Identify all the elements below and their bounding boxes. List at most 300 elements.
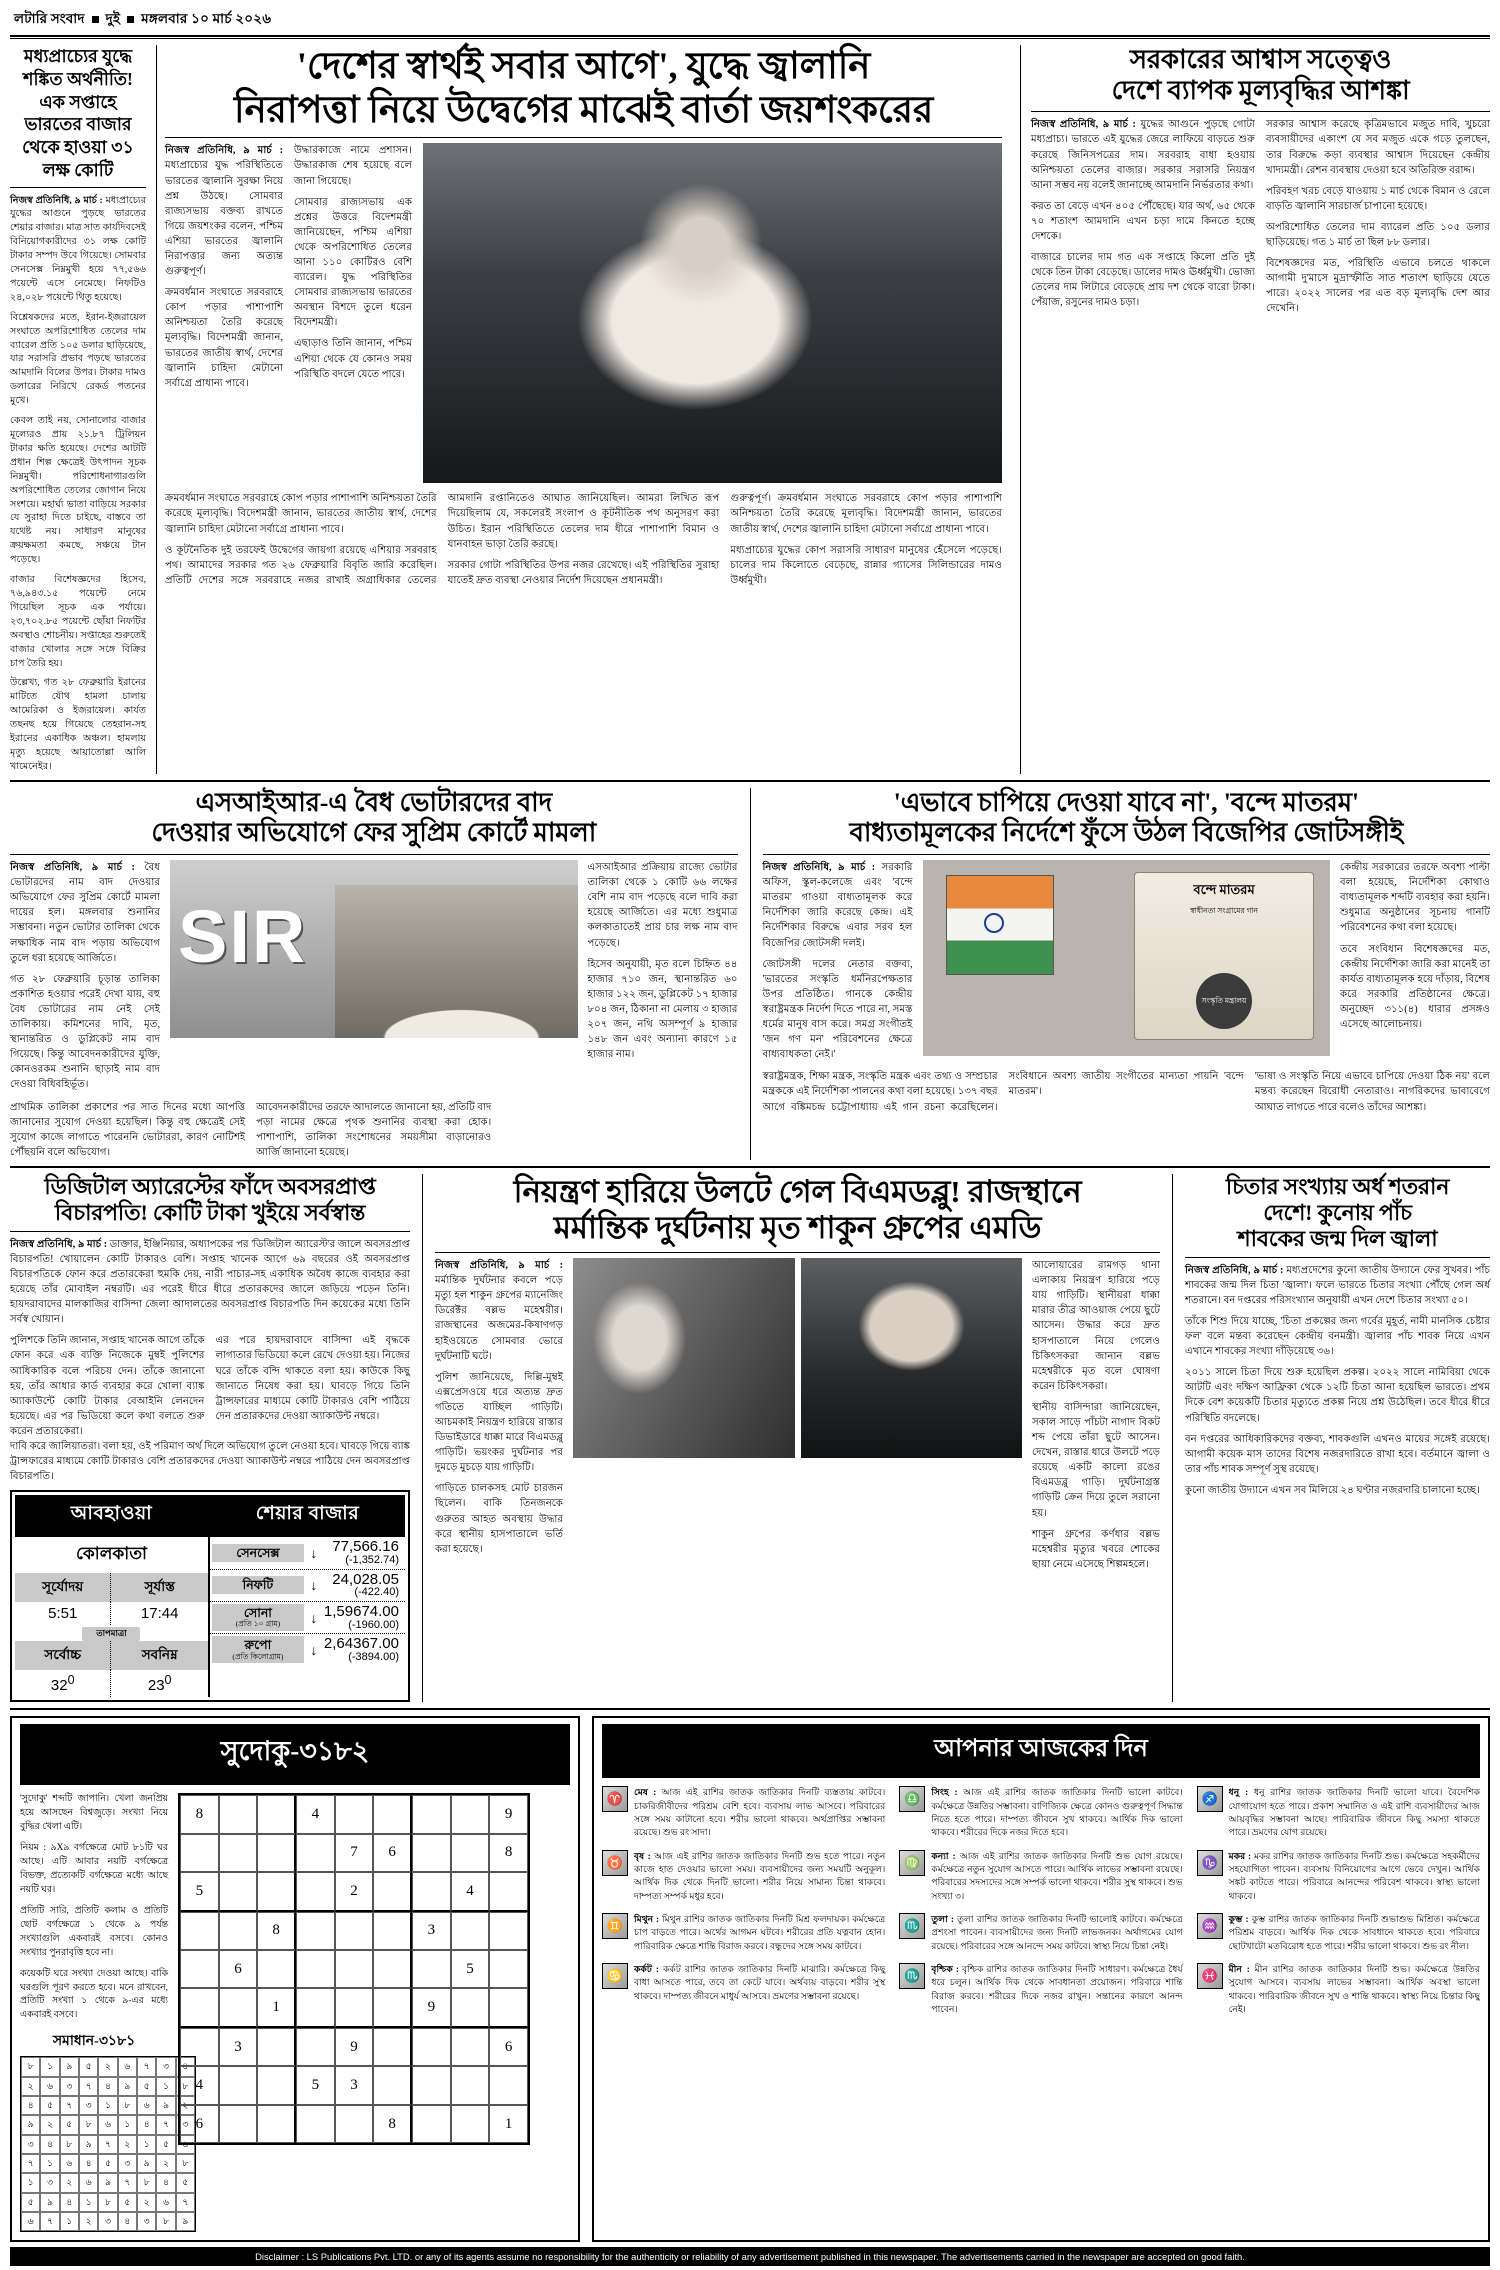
sudoku-cell[interactable] [373,2028,412,2066]
solution-title: সমাধান-৩১৮১ [52,2034,136,2050]
sudoku-cell[interactable] [296,1950,335,1988]
divider [10,854,738,855]
down-arrow-icon: ↓ [310,1577,318,1594]
sudoku-cell[interactable] [412,1950,451,1988]
zodiac-sign-name: মেষ : [634,1787,662,1798]
solution-cell: ৩ [21,2135,40,2154]
sudoku-cell[interactable] [412,1872,451,1911]
zodiac-sign-icon: ♍ [899,1850,925,1876]
zodiac-sign-name: সিংহ : [931,1787,964,1798]
solution-cell: ৭ [21,2154,40,2173]
sudoku-cell[interactable] [412,2066,451,2104]
solution-cell: ৬ [79,2173,98,2192]
sudoku-title: সুদোকু-৩১৮২ [20,1724,570,1785]
supreme-court-dome [335,885,578,1038]
divider [165,137,1002,138]
zodiac-sign-icon: ♏ [899,1913,925,1939]
section-divider-1 [10,780,1490,782]
sudoku-cell[interactable]: 8 [489,1834,528,1872]
jaishankar-byline: নিজস্ব প্রতিনিধি, ৯ মার্চ : [165,145,283,157]
jaishankar-col-1: নিজস্ব প্রতিনিধি, ৯ মার্চ : মধ্যপ্রাচ্যের যুদ্ধ পরিস্থিতিতে ভারতের জ্বালানি সুরক্ষা নিয়ে প্রশ্ন উঠছে। সোমবার রাজ্যসভায় বক্তব্য রাখতে গিয়ে জয়শংকর বলেন, পশ্চিম এশিয়া ভারতের জ্বালানি নিরাপত্তার জন্য অত্যন্ত গুরুত্বপূর্ণ। ক্রমবর্ধমান সংঘাতে সরবরাহে কোপ পড়ার পাশাপাশি অনিশ্চয়তা তৈরি করেছে মূল্যবৃদ্ধি। বিদেশমন্ত্রী জানান, ভারতের জাতীয় স্বার্থ, দেশের জ্বালানি চাহিদা মেটানো সর্বাগ্রে প্রাধান্য পাবে। [165,145,283,389]
solution-cell: ২ [156,2154,175,2173]
zodiac-sign-icon: ♏ [899,1963,925,1989]
solution-cell: ৬ [60,2154,79,2173]
bmw-col-1: নিজস্ব প্রতিনিধি, ৯ মার্চ : মর্মান্তিক দুর্ঘটনার কবলে পড়ে মৃত্যু হল শাকুন গ্রুপের ম্যানেজিং ডিরেক্টর বল্লভ মহেশ্বরীর। রাজস্থানের অজমের-কিষাণগড় হাইওয়েতে সোমবার ভোরে দুর্ঘটনাটি ঘটে। পুলিশ জানিয়েছে, দিল্লি-মুম্বই এক্সপ্রেসওয়ে ধরে অত্যন্ত দ্রুত গতিতে যাচ্ছিল গাড়িটি। আচমকাই নিয়ন্ত্রণ হারিয়ে রাস্তার ডিভাইডারে ধাক্কা মারে বিএমডব্লু গাড়িটি। ভয়ংকর দুর্ঘটনার পর দুমড়ে মুচড়ে যায় গাড়িটি। গাড়িতে চালকসহ মোট চারজন ছিলেন। বাকি তিনজনকে গুরুতর আহত অবস্থায় উদ্ধার করে স্থানীয় হাসপাতালে ভর্তি করা হয়েছে। [435,1260,563,1555]
divider [1031,111,1490,112]
horoscope-item [602,1913,885,1953]
solution-cell: ৬ [98,2115,117,2134]
solution-cell: ২ [176,2096,195,2115]
solution-cell: ১ [40,2057,59,2076]
horoscope-panel [592,1716,1490,2242]
solution-cell: ৭ [79,2077,98,2096]
solution-cell: ৯ [137,2154,156,2173]
weather-box [15,1495,210,1697]
story-jaishankar [156,45,1010,774]
solution-cell: ২ [98,2057,117,2076]
solution-cell: ৭ [176,2193,195,2212]
zodiac-sign-name: কুম্ভ : [1228,1914,1252,1925]
sudoku-cell[interactable] [180,1834,219,1872]
story-economy [10,45,146,774]
features-section [10,1716,1490,2242]
temperatures [15,1641,208,1697]
solution-cell: ৮ [176,2154,195,2173]
horoscope-text: কন্যা : আজ এই রাশির জাতক জাতিকার দিনটি শুভ যোগ রয়েছে। কর্মক্ষেত্রে নতুন সুযোগ আসতে পারে। আর্থিক লাভের সম্ভাবনা রয়েছে। পরিবারের সদস্যদের সঙ্গে সম্পর্ক ভালো থাকবে। শরীর সুস্থ থাকবে। শুভ সংখ্যা ৩। [931,1850,1183,1901]
solution-cell: ২ [137,2193,156,2212]
divider [435,1252,1160,1253]
solution-cell: ৪ [137,2115,156,2134]
story-cheetah [1172,1174,1490,1702]
bmw-headline: নিয়ন্ত্রণ হারিয়ে উলটে গেল বিএমডব্লু! রাজস্থানে মর্মান্তিক দুর্ঘটনায় মৃত শাকুন গ্রুপের এমডি [513,1173,1082,1246]
horoscope-item [899,1913,1182,1953]
victim-portrait-photo [801,1258,1023,1458]
bmw-col-3: আলোয়ারের রামগড় থানা এলাকায় নিয়ন্ত্রণ হারিয়ে পড়ে যায় গাড়িটি। স্থানীয়রা ধাক্কা মারার তীব্র আওয়াজ পেয়ে ছুটে আসেন। উদ্ধার করে দ্রুত হাসপাতালে নিয়ে গেলেও চিকিৎসকরা জানান বল্লভ মহেশ্বরীকে মৃত বলে ঘোষণা করেন চিকিৎসকরা। স্থানীয় বাসিন্দারা জানিয়েছেন, সকাল সাড়ে পাঁচটা নাগাদ বিকট শব্দ পেয়ে তাঁরা ছুটে আসেন। দেখেন, রাস্তার ধারে উলটে পড়ে রয়েছে একটি কালো রঙের বিএমডব্লু গাড়ি। দুর্ঘটনাগ্রস্ত গাড়িটি ক্রেন দিয়ে তুলে সরানো হয়। শাকুন গ্রুপের কর্ণধার বল্লভ মহেশ্বরীর মৃত্যুর খবরে শোকের ছায়া নেমে এসেছে শিল্পমহলে। [1032,1260,1160,1570]
zodiac-sign-name: ধনু : [1228,1787,1254,1798]
bottom-section [10,1174,1490,1702]
sudoku-cell[interactable]: 9 [412,1988,451,2027]
story-bmw [422,1174,1160,1702]
paper-name: লটারি সংবাদ [14,11,85,26]
solution-cell: ৩ [79,2096,98,2115]
sudoku-puzzle-grid[interactable] [178,1793,530,2145]
sir-headline: এসআইআর-এ বৈধ ভোটারদের বাদ দেওয়ার অভিযোগে ফের সুপ্রিম কোর্টে মামলা [151,787,597,848]
sudoku-cell[interactable]: 5 [451,1950,490,1988]
zodiac-sign-name: কর্কট : [634,1964,663,1975]
solution-cell: ১ [40,2154,59,2173]
down-arrow-icon: ↓ [310,1609,318,1626]
jaishankar-headline: 'দেশের স্বার্থই সবার আগে', যুদ্ধে জ্বালানি নিরাপত্তা নিয়ে উদ্বেগের মাঝেই বার্তা জয়শংকরের [234,46,933,131]
solution-cell: ৬ [176,2135,195,2154]
sudoku-cell[interactable] [257,1834,296,1872]
solution-cell: ১ [137,2135,156,2154]
sudoku-cell[interactable] [219,1834,258,1872]
solution-cell: ৪ [156,2173,175,2192]
horoscope-item [602,1963,885,2016]
max-temp-label: সর্বোচ্চ [15,1641,111,1670]
sudoku-cell[interactable] [373,1872,412,1911]
solution-cell: ৯ [40,2193,59,2212]
sudoku-cell[interactable]: 8 [180,1795,219,1833]
horoscope-text: মীন : মীন রাশির জাতক জাতিকার দিনটি শুভ। কর্মক্ষেত্রে উন্নতির সুযোগ আসবে। ব্যবসায় লাভের সম্ভাবনা। আর্থিক অবস্থা ভালো থাকবে। পারিবারিক জীবনে সুখ ও শান্তি থাকবে। স্বাস্থ্য নিয়ে চিন্তার কিছু নেই। [1228,1964,1480,2015]
solution-cell: ৪ [60,2193,79,2212]
sudoku-cell[interactable] [451,2105,490,2143]
sudoku-cell[interactable] [373,1912,412,1950]
solution-cell: ৮ [156,2212,175,2231]
solution-cell: ১ [79,2193,98,2212]
stock-title: শেয়ার বাজার [210,1495,405,1537]
sir-label: SIR [178,895,308,979]
sudoku-cell[interactable]: 4 [180,2066,219,2104]
stock-name: সোনা (প্রতি ১০ গ্রাম) [212,1604,304,1631]
sudoku-cell[interactable] [219,1988,258,2027]
solution-cell: ৫ [21,2193,40,2212]
horoscope-text: মেষ : আজ এই রাশির জাতক জাতিকার দিনটি ব্যস্ততায় কাটবে। চাকরিজীবীদের পরিশ্রম বেশি হবে। ব্যবসায় লাভ আসবে। পরিবারের সঙ্গে সময় কাটানো হবে। শরীর ভালো থাকবে। অর্থপ্রাপ্তির সম্ভাবনা রয়েছে। শুভ রং সাদা। [634,1787,886,1838]
solution-cell: ৫ [98,2154,117,2173]
sudoku-cell[interactable] [180,1988,219,2027]
sudoku-cell[interactable] [296,2105,335,2143]
sir-photo [170,860,578,1038]
judge-body: নিজস্ব প্রতিনিধি, ৯ মার্চ : ডাক্তার, ইঞ্জিনিয়ার, অধ্যাপকের পর 'ডিজিটাল অ্যারেস্ট'র জালে অবসরপ্রাপ্ত বিচারপতি! খোয়ালেন কোটি টাকারও বেশি। সপ্তাহ খানেক আগে ৬৯ বছরের ওই অবসরপ্রাপ্ত বিচারপতিকে ফোন করে প্রতারকেরা হুমকি দেয়, নারী পাচার-সহ একাধিক অবৈধ কাজে ব্যবহার করা হয়েছে তাঁর মোবাইল নম্বরটি। এর পরেই ধীরে ধীরে প্রতারকদের জালে জড়িয়ে পড়েন তিনি। হায়দরাবাদের মালকাজির বাসিন্দা জেলা আদালতের অবসরপ্রাপ্ত বিচারপতি দিন কয়েকের মধ্যে তিনি সর্বস্ব খোয়ান। পুলিশকে তিনি জানান, সপ্তাহ খানেক আগে তাঁকে ফোন করে এক ব্যক্তি নিজেকে মুম্বই পুলিশের আধিকারিক বলে পরিচয় দেন। তাঁকে জানানো হয়, তাঁর আধার কার্ড ব্যবহার করে খোলা ব্যাঙ্ক অ্যাকাউন্টে কোটি টাকার বেআইনি লেনদেন হয়েছে। এর পর ভিডিয়ো কলে কথা বলতে শুরু করেন প্রতারকেরা। এর পরে হায়দরাবাদে বাসিন্দা এই বৃদ্ধকে লাগাতার ভিডিয়ো কলে রেখে দেওয়া হয়। নিজের ঘরে তাঁকে বন্দি থাকতে বলা হয়। কাউকে কিছু জানাতে নিষেধ করা হয়। ঘাবড়ে গিয়ে তিনি ট্রান্সফারের মাধ্যমে কোটি টাকারও বেশি পাঠিয়ে দেন প্রতারকদের দেওয়া অ্যাকাউন্ট নম্বরে। দাবি করে জালিয়াতরা। বলা হয়, ওই পরিমাণ অর্থ দিলে অভিযোগ তুলে নেওয়া হবে। ঘাবড়ে গিয়ে ব্যাঙ্ক ট্রান্সফারের মাধ্যমে কোটি টাকারও বেশি প্রতারকদের দেওয়া অ্যাকাউন্ট নম্বরে পাঠিয়ে দেন অবসরপ্রাপ্ত বিচারপতি। [10,1238,410,1483]
horoscope-text: বৃশ্চিক : বৃশ্চিক রাশির জাতক জাতিকার দিনটি সাধারণ। কর্মক্ষেত্রে ধৈর্য ধরে চলুন। আর্থিক দিক থেকে সাবধানতা প্রয়োজন। পরিবারে শান্তি বিরাজ করবে। শরীরের দিকে নজর রাখুন। সন্তানের কারণে আনন্দ পাবেন। [931,1964,1183,2015]
solution-cell: ১ [98,2096,117,2115]
issue-date: মঙ্গলবার ১০ মার্চ ২০২৬ [141,11,272,26]
solution-cell: ৫ [137,2077,156,2096]
solution-cell: ২ [21,2077,40,2096]
zodiac-sign-icon: ♑ [1197,1850,1223,1876]
masthead [10,6,1490,35]
sudoku-cell[interactable]: 6 [489,2028,528,2066]
sudoku-cell[interactable]: 8 [373,2105,412,2143]
divider [10,1231,410,1232]
cheetah-body: নিজস্ব প্রতিনিধি, ৯ মার্চ : মধ্যপ্রদেশের কুনো জাতীয় উদ্যানে ফের সুখবর। পাঁচ শাবকের জন্ম দিল চিতা 'জ্বালা'। ফলে ভারতে চিতার সংখ্যা পৌঁছে গেল অর্ধ শতরানে। বন দপ্তরের পরিসংখ্যান অনুযায়ী এখন দেশে চিতার সংখ্যা ৫০। তাঁকে শিশু দিয়ে যাচ্ছে, 'চিতা প্রকল্পের জন্য গর্বের মুহূর্ত, নামী মানসিক চেষ্টার ফল' বলে মন্তব্য করেছেন কেন্দ্রীয় বনমন্ত্রী। জ্বালার পাঁচ শাবক নিয়ে এখন এখানে শাবকের সংখ্যা দাঁড়িয়েছে ৩৬। ২০১১ সালে চিতা দিয়ে শুরু হয়েছিল প্রকল্প। ২০২২ সালে নামিবিয়া থেকে আটটি এবং দক্ষিণ আফ্রিকা থেকে ১২টি চিতা আনা হয়েছিল ভারতে। প্রথম দিকে বেশ কয়েকটি চিতার মৃত্যুতে প্রকল্প নিয়ে প্রশ্ন উঠেছিল। তবে ধীরে ধীরে পরিস্থিতি বদলেছে। বন দপ্তরের আধিকারিকদের বক্তব্য, শাবকগুলি এখনও মায়ের সঙ্গেই রয়েছে। আগামী কয়েক মাস তাদের বিশেষ নজরদারিতে রাখা হবে। বর্তমানে জ্বালা ও তার পাঁচ শাবক সম্পূর্ণ সুস্থ রয়েছে। কুনো জাতীয় উদ্যানে এখন সব মিলিয়ে ২৪ ঘণ্টার নজরদারি চালানো হচ্ছে। [1185,1264,1490,1496]
sudoku-cell[interactable] [489,1988,528,2027]
solution-cell: ৩ [60,2077,79,2096]
sunset-value: 17:44 [140,1605,179,1623]
solution-cell: ৪ [98,2077,117,2096]
sunrise-value: 5:51 [15,1602,111,1625]
disclaimer: Disclaimer : LS Publications Pvt. LTD. or any of its agents assume no responsibility for the authenticity or reliability of any advertisement published in this newspaper. The advertisements carried in the newspaper are accepted on good faith. [10,2247,1490,2266]
jaishankar-photo [423,143,1002,483]
weather-title: আবহাওয়া [15,1495,208,1537]
sir-lower-text: প্রাথমিক তালিকা প্রকাশের পর সাত দিনের মধ্যে আপত্তি জানানোর সুযোগ দেওয়া হয়েছিল। কিন্তু বহু ক্ষেত্রেই সেই সুযোগ কাজে লাগাতে পারেননি ভোটাররা, কারণ নোটিশই পৌঁছয়নি বলে অভিযোগ। আবেদনকারীদের তরফে আদালতে জানানো হয়, প্রতিটি বাদ পড়া নামের ক্ষেত্রে পৃথক শুনানির ব্যবস্থা করা হোক। পাশাপাশি, তালিকা সংশোধনের সময়সীমা বাড়ানোরও আর্জি জানানো হয়েছে। [10,1101,492,1158]
sudoku-cell[interactable] [296,1834,335,1872]
sudoku-cell[interactable] [219,1912,258,1950]
sir-image-wrap [170,860,578,1092]
sudoku-cell[interactable] [412,2105,451,2143]
solution-cell: ৫ [118,2193,137,2212]
square-bullet-icon [127,16,134,23]
sudoku-cell[interactable] [451,2066,490,2104]
sir-col-1: নিজস্ব প্রতিনিধি, ৯ মার্চ : বৈধ ভোটারদের নাম বাদ দেওয়ার অভিযোগে ফের সুপ্রিম কোর্টে মামলা দায়ের হল। মঙ্গলবার শুনানির সম্ভাবনা। নতুন ভোটার তালিকা থেকে লক্ষাধিক নাম বাদ পড়ায় অভিযোগ তুলে ধরা হয়েছে আর্জিতে। গত ২৮ ফেব্রুয়ারি চূড়ান্ত তালিকা প্রকাশিত হওয়ার পরেই দেখা যায়, বহু বৈধ ভোটারের নাম নেই সেই তালিকায়। কমিশনের দাবি, মৃত, স্থানান্তরিত ও ডুপ্লিকেট নাম বাদ গিয়েছে। কিন্তু আবেদনকারীদের যুক্তি, কোনওরকম শুনানি ছাড়াই নাম বাদ দেওয়া বিধিবহির্ভূত। [10,862,160,1091]
sudoku-cell[interactable] [296,2028,335,2066]
solution-cell: ৪ [21,2096,40,2115]
ministry-seal: সংস্কৃতি মন্ত্রালয় [1196,973,1252,1029]
sudoku-cell[interactable] [373,2066,412,2104]
sudoku-cell[interactable]: 1 [489,2105,528,2143]
sudoku-cell[interactable]: 5 [296,2066,335,2104]
solution-cell: ৭ [98,2135,117,2154]
sudoku-cell[interactable] [489,2066,528,2104]
sun-times [15,1573,208,1625]
solution-cell: ৮ [79,2115,98,2134]
solution-cell: ৮ [118,2096,137,2115]
sudoku-cell[interactable]: 8 [257,1912,296,1950]
zodiac-sign-name: মকর : [1228,1850,1254,1861]
economy-byline: নিজস্ব প্রতিনিধি, ৯ মার্চ : [10,194,103,206]
sudoku-cell[interactable] [219,1872,258,1911]
price-body: নিজস্ব প্রতিনিধি, ৯ মার্চ : যুদ্ধের আগুনে পুড়ছে গোটা মধ্যপ্রাচ্য। ভারতে এই যুদ্ধের জেরে লাফিয়ে বাড়তে শুরু করেছে জিনিসপত্রের দাম। সরবরাহ বাধা হওয়ায় অনিশ্চয়তা তেলের বাজার। সরকার সরাসরি নিয়ন্ত্রণ আনা সম্ভব নয় বলেই জানাচ্ছে আমদানি নির্ভরতার কথা। করত তা বেড়ে এখন ৪০৫ পৌঁছেছে। যার অর্থ, ৬৫ থেকে ৭০ শতাংশ আমদানি এখন চড়া দামে কিনতে হচ্ছে দেশকে। বাজারে চালের দাম গত এক সপ্তাহে কিলো প্রতি দুই থেকে তিন টাকা বেড়েছে। ডালের দামও ঊর্ধ্বমুখী। ভোজ্য তেলের দাম লিটারে বেড়েছে প্রায় দশ থেকে বারো টাকা। পেঁয়াজ, রসুনের দামও চড়া। সরকার আশ্বাস করেছে কৃত্রিমভাবে মজুত দাবি, খুচরো ব্যবসায়ীদের একাংশ যে সব মজুত একে গড়ে তুলছেন, তার বিরুদ্ধে কড়া ব্যবস্থার আশ্বাস দিয়েছেন কেন্দ্রীয় খাদ্যমন্ত্রী। রেশন ব্যবস্থায় দেওয়া হবে অতিরিক্ত বরাদ্দ। পরিবহণ খরচ বেড়ে যাওয়ায় ১ মার্চ থেকে বিমান ও রেলে বাড়তি জ্বালানি সারচার্জ চাপানো হয়েছে। অপরিশোধিত তেলের দাম ব্যারেল প্রতি ১০৫ ডলার ছাড়িয়েছে। গত ১ মার্চ তা ছিল ৮৮ ডলার। বিশেষজ্ঞদের মত, পরিস্থিতি এভাবে চলতে থাকলে আগামী দু'মাসে মুদ্রাস্ফীতি সাত শতাংশ ছাড়িয়ে যেতে পারে। ২০২২ সালের পর এত বড় মূল্যবৃদ্ধি দেশ আর দেখেনি। [1031,119,1490,315]
section-divider-3 [10,1708,1490,1710]
horoscope-text: কর্কট : কর্কট রাশির জাতক জাতিকার দিনটি মাঝারি। কর্মক্ষেত্রে কিছু বাধা আসতে পারে, তবে তা কেটে যাবে। অর্থব্যয় বাড়বে। শরীর সুস্থ থাকবে। দাম্পত্য জীবনে মাধুর্য আসবে। ভ্রমণের সম্ভাবনা রয়েছে। [634,1964,886,2001]
solution-cell: ২ [118,2135,137,2154]
sudoku-cell[interactable]: 5 [180,1872,219,1911]
sudoku-cell[interactable] [180,1912,219,1950]
divider [763,854,1491,855]
stock-box [210,1495,405,1697]
section-divider-2 [10,1166,1490,1168]
sudoku-cell[interactable]: 9 [335,2028,374,2066]
sudoku-cell[interactable] [412,1834,451,1872]
sudoku-cell[interactable] [296,1912,335,1950]
horoscope-item [899,1850,1182,1903]
stock-values: 24,028.05 (-422.40) [332,1570,399,1599]
sudoku-cell[interactable] [180,2028,219,2066]
divider [1185,1257,1490,1258]
solution-cell: ৭ [118,2173,137,2192]
crash-photo [573,1258,795,1458]
sudoku-cell[interactable] [451,2028,490,2066]
scroll-subtitle: স্বাধীনতা সংগ্রামের গান [1190,905,1259,915]
sudoku-cell[interactable]: 4 [296,1795,335,1833]
zodiac-sign-name: মীন : [1228,1964,1255,1975]
horoscope-text: ধনু : ধনু রাশির জাতক জাতিকার দিনটি ভালো যাবে। বৈদেশিক যোগাযোগ হতে পারে। প্রকাশ সম্মানিত ও এই রাশি ব্যবসায়ীদের আজ আয়বৃদ্ধির সম্ভাবনা আছে। পারিবারিক জীবনে কিছু সমস্যা থাকতে পারে। ভ্রমণের যোগ রয়েছে। [1228,1787,1480,1838]
sunset-label: সূর্যাস্ত [111,1573,207,1602]
solution-cell: ৬ [118,2057,137,2076]
vm-col-3: কেন্দ্রীয় সরকারের তরফে অবশ্য পাল্টা বলা হয়েছে, নির্দেশিকা কোথাও বাধ্যতামূলক শব্দটি ব্যবহার করা হয়নি। শুধুমাত্র অনুষ্ঠানের সূচনায় গানটি পরিবেশনের কথা বলা হয়েছে। তবে সংবিধান বিশেষজ্ঞদের মত, কেন্দ্রীয় নির্দেশিকা জারি করা মানেই তা কার্যত বাধ্যতামূলক হয়ে দাঁড়ায়, বিশেষ করে সরকারি প্রতিষ্ঠানের ক্ষেত্রে। অনুচ্ছেদ ৩১১(৪) ধারার প্রসঙ্গও এসেছে আলোচনায়। [1340,862,1490,1031]
zodiac-sign-icon: ♉ [602,1850,628,1876]
horoscope-text: তুলা : তুলা রাশির জাতক জাতিকার দিনটি ভালোই কাটবে। কর্মক্ষেত্রে প্রশংসা পাবেন। ব্যবসায়ীদের জন্য দিনটি লাভজনক। অর্থাগমের যোগ রয়েছে। পরিবারের সঙ্গে আনন্দে সময় কাটবে। স্বাস্থ্য নিয়ে চিন্তা নেই। [931,1914,1183,1951]
solution-cell: ৬ [21,2212,40,2231]
sudoku-cell[interactable] [219,2066,258,2104]
bmw-photos [573,1258,1022,1572]
sudoku-cell[interactable] [335,1950,374,1988]
sudoku-cell[interactable] [296,1988,335,2027]
solution-cell: ৩ [98,2212,117,2231]
sudoku-cell[interactable] [451,1988,490,2027]
story-judge [10,1174,410,1702]
sudoku-cell[interactable] [257,2105,296,2143]
jaishankar-photo-wrap [423,143,1002,483]
solution-cell: ৪ [79,2154,98,2173]
sir-col-3: এসআইআর প্রক্রিয়ায় রাজ্যে ভোটার তালিকা থেকে ১ কোটি ৬৬ লক্ষের বেশি নাম বাদ পড়েছে বলে দাবি করা হয়েছে আর্জিতে। এর মধ্যে শুধুমাত্র কলকাতাতেই প্রায় চার লক্ষ নাম বাদ পড়েছে। হিসেব অনুযায়ী, মৃত বলে চিহ্নিত ৪৪ হাজার ৭১০ জন, স্থানান্তরিত ৬০ হাজার ১২২ জন, ডুপ্লিকেট ১৭ হাজার ৮০৪ জন, ঠিকানা না মেলায় ৩ হাজার ২০৭ জন, নথি অসম্পূর্ণ ৯ হাজার ১৪৮ জন এবং অন্যান্য কারণে ১৫ হাজার নাম। [587,862,738,1061]
stock-row [210,1634,405,1665]
solution-cell: ৬ [156,2193,175,2212]
scroll-title: বন্দে মাতরম [1193,881,1255,897]
horoscope-title: আপনার আজকের দিন [602,1724,1480,1778]
solution-cell: ৬ [40,2077,59,2096]
zodiac-sign-name: বৃশ্চিক : [931,1964,962,1975]
vandemataram-headline: 'এভাবে চাপিয়ে দেওয়া যাবে না', 'বন্দে মাতরম' বাধ্যতামূলকের নির্দেশে ফুঁসে উঠল বিজেপির জোটসঙ্গীই [849,787,1404,848]
solution-cell: ১ [156,2077,175,2096]
solution-cell: ৩ [118,2154,137,2173]
zodiac-sign-name: মিথুন : [634,1914,663,1925]
horoscope-item [1197,1913,1480,1953]
zodiac-sign-name: তুলা : [931,1914,958,1925]
stock-row [210,1537,405,1569]
solution-cell: ২ [60,2173,79,2192]
story-vandemataram [750,788,1491,1160]
solution-cell: ১ [21,2173,40,2192]
sudoku-cell[interactable] [180,1950,219,1988]
zodiac-sign-icon: ♒ [1197,1913,1223,1939]
horoscope-text: মকর : মকর রাশির জাতক জাতিকার দিনটি শুভ। কর্মক্ষেত্রে সহকর্মীদের সহযোগিতা পাবেন। ব্যবসায় বিনিয়োগের আগে ভেবে দেখুন। আর্থিক সঙ্কট কাটতে পারে। পরিবারে আনন্দের পরিবেশ থাকবে। স্বাস্থ্য ভালো থাকবে। [1228,1850,1480,1901]
solution-cell: ৯ [79,2135,98,2154]
sudoku-cell[interactable] [451,1834,490,1872]
vm-image-wrap [923,860,1331,1062]
horoscope-text: সিংহ : আজ এই রাশির জাতক জাতিকার দিনটি ভালো কাটবে। কর্মক্ষেত্রে উন্নতির সম্ভাবনা। বাণিজ্যিক ক্ষেত্রে কোনও গুরুত্বপূর্ণ সিদ্ধান্ত নিতে হতে পারে। দাম্পত্য জীবনে সুখ থাকবে। আর্থিক দিক ভালো থাকবে। শরীরের দিকে নজর দিতে হবে। [931,1787,1183,1838]
solution-cell: ৮ [98,2193,117,2212]
solution-cell: ৪ [40,2135,59,2154]
sudoku-cell[interactable] [335,1795,374,1833]
horoscope-item [602,1786,885,1839]
sudoku-panel [10,1716,580,2242]
solution-cell: ৮ [60,2135,79,2154]
zodiac-sign-icon: ♓ [1197,1963,1223,1989]
sudoku-cell[interactable] [257,2066,296,2104]
max-temp-value: $32^0$ [15,1670,111,1697]
sudoku-cell[interactable] [335,2105,374,2143]
solution-cell: ৭ [156,2115,175,2134]
mid-section [10,788,1490,1160]
top-section [10,45,1490,774]
sudoku-cell[interactable]: 3 [412,1912,451,1950]
sudoku-cell[interactable]: 3 [219,2028,258,2066]
solution-cell: ৭ [137,2057,156,2076]
horoscope-text: কুম্ভ : কুম্ভ রাশির জাতক জাতিকার দিনটি শুভাশুভ মিশ্রিত। কর্মক্ষেত্রে পরিশ্রম বাড়বে। আর্থিক দিক থেকে সাবধানে থাকতে হবে। পরিবারে ছোটখাটো মতবিরোধ হতে পারে। শরীর ভালো থাকবে। শুভ রং নীল। [1228,1914,1480,1951]
solution-cell: ৯ [118,2077,137,2096]
divider [10,187,146,188]
solution-cell: ৯ [60,2057,79,2076]
sudoku-cell[interactable] [489,1912,528,1950]
temperature-tag: তাপমাত্রা [82,1627,140,1641]
story-sir [10,788,738,1160]
sudoku-cell[interactable] [489,1950,528,1988]
stock-values: 2,64367.00 (-3894.00) [323,1635,399,1663]
sudoku-cell[interactable]: 9 [489,1795,528,1833]
solution-cell: ৮ [176,2077,195,2096]
judge-byline: নিজস্ব প্রতিনিধি, ৯ মার্চ : [10,1238,108,1250]
sudoku-cell[interactable] [257,1795,296,1833]
down-arrow-icon: ↓ [310,1544,318,1561]
solution-cell: ৯ [156,2096,175,2115]
solution-cell: ১ [60,2212,79,2231]
horoscope-item [899,1963,1182,2016]
sudoku-cell[interactable] [257,1950,296,1988]
sudoku-cell[interactable] [412,2028,451,2066]
vandemataram-photo [923,860,1331,1056]
horoscope-item [602,1850,885,1903]
sudoku-cell[interactable] [412,1795,451,1833]
solution-cell: ৯ [176,2212,195,2231]
stock-name: রুপো (প্রতি কিলোগ্রাম) [212,1636,304,1663]
stock-values: 1,59674.00 (-1960.00) [323,1602,399,1631]
zodiac-sign-icon: ♋ [602,1963,628,1989]
sudoku-cell[interactable] [257,1872,296,1911]
solution-cell: ২ [79,2212,98,2231]
sudoku-cell[interactable]: 6 [219,1950,258,1988]
page-number: দুই [105,11,121,26]
vm-col-1: নিজস্ব প্রতিনিধি, ৯ মার্চ : সরকারি অফিস, স্কুল-কলেজে এবং 'বন্দে মাতরম' গাওয়া বাধ্যতামূলক করে নির্দেশিকা জারি করেছে কেন্দ্র। এই নির্দেশিকার বিরুদ্ধে এবার সরব হল বিজেপির জোটসঙ্গী দলই। জোটসঙ্গী দলের নেতার বক্তব্য, 'ভারতের সংস্কৃতি ধর্মনিরপেক্ষতার উপর প্রতিষ্ঠিত। গানকে কেন্দ্রীয় স্বরাষ্ট্রমন্ত্রক নির্দেশ দিতে পারে না, সমস্ত ধর্মের মানুষ বাস করে। সমগ্র সংগীতই 'জন গণ মন' পরিবেশনের ক্ষেত্রে বাধ্যবাধকতা নেই।' [762,862,913,1061]
sudoku-cell[interactable] [451,1912,490,1950]
sudoku-cell[interactable] [451,1795,490,1833]
sudoku-cell[interactable]: 1 [257,1988,296,2027]
stock-name: নিফটি [212,1576,304,1594]
zodiac-sign-name: বৃষ : [634,1850,655,1861]
sudoku-cell[interactable]: 7 [335,1834,374,1872]
sudoku-cell[interactable] [335,1912,374,1950]
sudoku-cell[interactable]: 6 [373,1834,412,1872]
sudoku-cell[interactable]: 2 [335,1872,374,1911]
judge-headline: ডিজিটাল অ্যারেস্টের ফাঁদে অবসরপ্রাপ্ত বিচারপতি! কোটি টাকা খুইয়ে সর্বস্বান্ত [44,1173,376,1225]
solution-cell: ২ [40,2115,59,2134]
zodiac-sign-icon: ♐ [1197,1786,1223,1812]
solution-cell: ৫ [60,2115,79,2134]
horoscope-grid [602,1786,1480,2016]
sudoku-cell[interactable] [489,1872,528,1911]
solution-cell: ৯ [98,2173,117,2192]
sudoku-cell[interactable] [373,1795,412,1833]
horoscope-item [1197,1786,1480,1839]
sudoku-cell[interactable] [373,1988,412,2027]
jaishankar-lower-text: ক্রমবর্ধমান সংঘাতে সরবরাহে কোপ পড়ার পাশাপাশি অনিশ্চয়তা তৈরি করেছে মূল্যবৃদ্ধি। বিদেশমন্ত্রী জানান, ভারতের জাতীয় স্বার্থ, দেশের জ্বালানি চাহিদা মেটানো সর্বাগ্রে প্রাধান্য পাবে। ও কূটনৈতিক দুই তরফেই উদ্বেগের জায়গা রয়েছে এশিয়ার সরবরাহ পথ। আমাদের সরকার গত ২৬ ফেব্রুয়ারি বিবৃতি জারি করেছিল। প্রতিটি দেশের সঙ্গে সরবরাহে নজর রাখাই অগ্রাধিকার তেলের আমদানি রপ্তানিতেও আঘাত জানিয়েছিল। আমরা লিখিত রূপ দিয়েছিলাম যে, সকলেরই সংলাপ ও কূটনীতিক পথ অনুসরণ করা উচিত। ইরান পরিস্থিতিতে তেলের দাম ধীরে পাশাপাশি বিমান ও যানবাহন ভাড়া তৈরি করছে। সরকার গোটা পরিস্থিতির উপর নজর রেখেছে। এই পরিস্থিতির সুরাহা যাতেই দ্রুত ব্যবস্থা নেওয়ার নির্দেশ দিয়েছেন প্রধানমন্ত্রী। গুরুত্বপূর্ণ। ক্রমবর্ধমান সংঘাতে সরবরাহে কোপ পড়ার পাশাপাশি অনিশ্চয়তা তৈরি করেছে মূল্যবৃদ্ধি। বিদেশমন্ত্রী জানান, ভারতের জাতীয় স্বার্থ, দেশের জ্বালানি চাহিদা মেটানো সর্বাগ্রে প্রাধান্য পাবে। মধ্যপ্রাচ্যের যুদ্ধের কোপ সরাসরি সাধারণ মানুষের হেঁসেলে পড়েছে। চালের দাম কিলোতে বেড়েছে, রান্নার গ্যাসের সিলিন্ডারের দামও উর্ধ্বমুখী। [165,493,1002,586]
weather-city: কোলকাতা [76,1544,147,1564]
vm-byline: নিজস্ব প্রতিনিধি, ৯ মার্চ : [762,862,876,874]
sudoku-cell[interactable] [335,1988,374,2027]
solution-cell: ১ [118,2115,137,2134]
sudoku-cell[interactable]: 6 [180,2105,219,2143]
sudoku-rules: 'সুদোকু' শব্দটি জাপানি। খেলা জনপ্রিয় হয়ে আসছেন বিশ্বজুড়ে। সংখ্যা নিয়ে বুদ্ধির খেলা এটি। নিয়ম : ৯X৯ বর্গক্ষেত্রে মোট ৮১টি ঘর আছে। এটি আবার নয়টি বর্গক্ষেত্রে বিভক্ত, প্রত্যেকটি বর্গক্ষেত্রে মধ্যে আছে নয়টি ঘর। প্রতিটি সারি, প্রতিটি কলাম ও প্রতিটি ছোট বর্গক্ষেত্রে ১ থেকে ৯ পর্যন্ত সংখ্যাগুলি একবারই বসবে। কোনও সংখ্যার পুনরাবৃত্তি হবে না। কয়েকটি ঘরে সংখ্যা দেওয়া আছে। বাকি ঘরগুলি পূরণ করতে হবে। মনে রাখবেন, প্রতিটি সংখ্যা ১ থেকে ৯-এর মধ্যে একবারই বসবে। সমাধান-৩১৮১ ৮ ১ ৯ ৫ ২ ৬ ৭ ৩ ৪ ২ ৬ ৩ ৭ ৪ ৯ ৫ ১ ৮ ৪ ৫ ৭ ৩ ১ ৮ ৬ ৯ ২ ৯ ২ ৫ ৮ ৬ ১ ৪ ৭ ৩ ৩ ৪ ৮ ৯ ৭ ২ ১ ৫ ৬ ৭ ১ ৬ ৪ ৫ ৩ ৯ ২ ৮ ১ ৩ ২ ৬ ৯ ৭ ৮ ৪ ৫ ৫ ৯ ৪ ১ ৮ ৫ ২ ৬ ৭ ৬ ৭ ১ ২ ৩ ৪ ৩ ৮ ৯ [20,1793,168,2232]
sudoku-cell[interactable] [219,1795,258,1833]
sudoku-cell[interactable] [257,2028,296,2066]
masthead-rule [10,35,1490,39]
zodiac-sign-name: কন্যা : [931,1850,960,1861]
solution-cell: ৭ [40,2212,59,2231]
down-arrow-icon: ↓ [310,1641,318,1658]
jaishankar-col-2: উদ্ধারকাজে নামে প্রশাসন। উদ্ধারকাজ শেষ হয়েছে বলে জানা গিয়েছে। সোমবার রাজ্যসভায় এক প্রশ্নের উত্তরে বিদেশমন্ত্রী জানিয়েছেন, পশ্চিম এশিয়া থেকে অপরিশোধিত তেলের আনা ১১০ কোটিরও বেশি ব্যারেল। যুদ্ধ পরিস্থিতির সোমবার রাজ্যসভায় ভারতের অবস্থান বিশদে তুলে ধরেন বিদেশমন্ত্রী। এছাড়াও তিনি জানান, পশ্চিম এশিয়া থেকে যে কোনও সময় পরিস্থিতি বদলে যেতে পারে। [294,145,412,380]
info-boxes [10,1490,410,1702]
sudoku-cell[interactable]: 4 [451,1872,490,1911]
solution-cell: ৫ [40,2096,59,2115]
min-temp-label: সবনিম্ন [111,1641,207,1670]
solution-cell: ৪ [118,2212,137,2231]
cheetah-byline: নিজস্ব প্রতিনিধি, ৯ মার্চ : [1185,1264,1284,1276]
sudoku-cell[interactable] [296,1872,335,1911]
stock-name: সেনসেক্স [212,1544,304,1562]
stock-row [210,1602,405,1634]
story-price-rise [1020,45,1490,774]
solution-cell: ৩ [137,2212,156,2231]
solution-cell: ৫ [156,2135,175,2154]
solution-cell: ৩ [40,2173,59,2192]
sudoku-solution-grid [20,2056,196,2232]
horoscope-item [1197,1963,1480,2016]
cheetah-headline: চিতার সংখ্যায় অর্ধ শতরান দেশে! কুনোয় পাঁচ শাবকের জন্ম দিল জ্বালা [1225,1173,1450,1251]
sudoku-cell[interactable] [219,2105,258,2143]
sudoku-cell[interactable] [373,1950,412,1988]
price-headline: সরকারের আশ্বাস সত্ত্বেও দেশে ব্যাপক মূল্যবৃদ্ধির আশঙ্কা [1111,45,1410,105]
sudoku-cell[interactable]: 3 [335,2066,374,2104]
